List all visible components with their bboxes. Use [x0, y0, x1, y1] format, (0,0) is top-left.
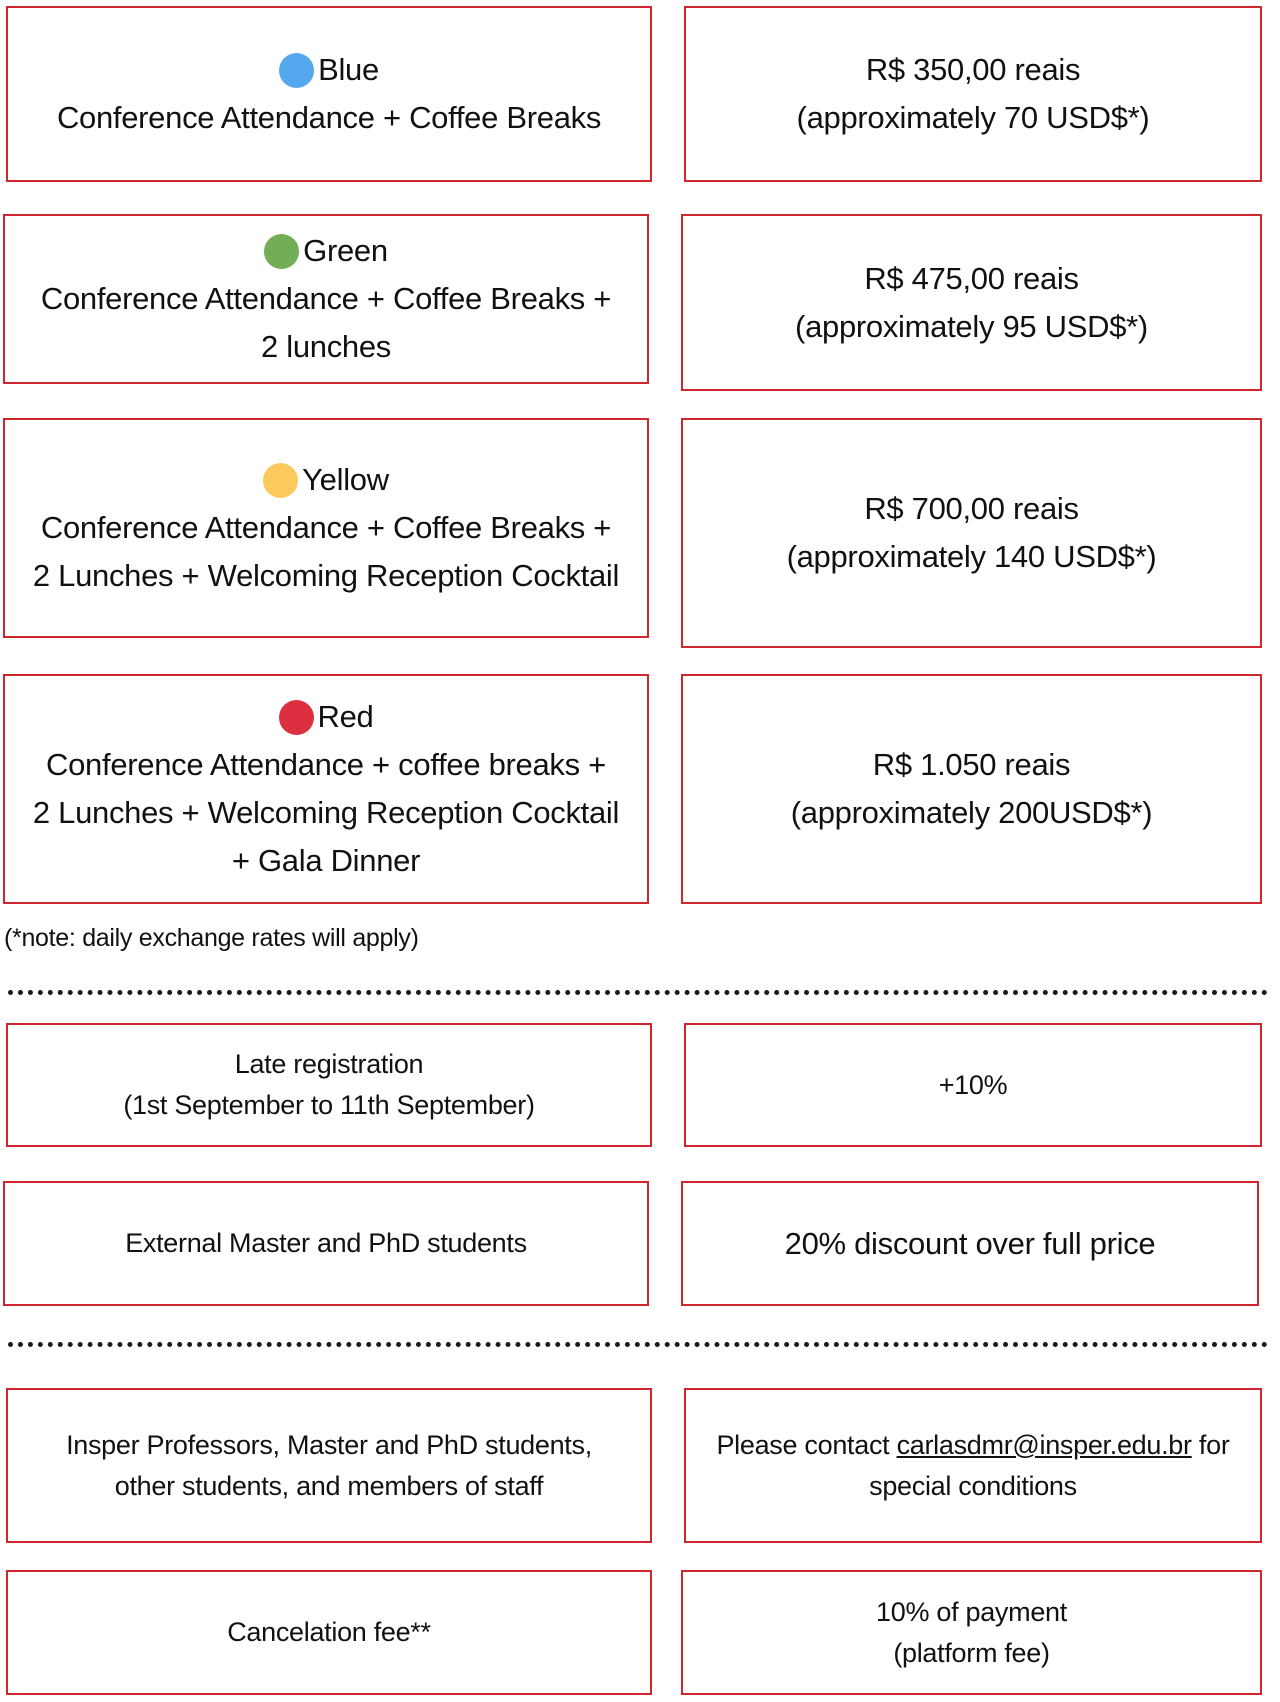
- tier-yellow-description: [3, 418, 649, 638]
- tier-yellow-name: Yellow: [302, 462, 389, 497]
- tier-red-name: Red: [317, 699, 374, 734]
- green-dot-icon: [264, 234, 299, 269]
- tier-yellow-price-brl: R$ 700,00 reais: [864, 491, 1079, 526]
- tier-blue-price-usd: (approximately 70 USD$*): [796, 100, 1150, 135]
- late-registration-value: +10%: [938, 1069, 1008, 1100]
- tier-green-price-brl: R$ 475,00 reais: [864, 260, 1079, 296]
- tier-red-includes-line2: 2 Lunches + Welcoming Reception Cocktail: [32, 795, 620, 830]
- tier-green-includes-line2: 2 lunches: [260, 329, 391, 364]
- late-registration-title: Late registration: [234, 1049, 424, 1079]
- cancelation-fee-label: [6, 1570, 652, 1695]
- dotted-divider: [8, 1342, 1268, 1347]
- tier-yellow-includes-line2: 2 Lunches + Welcoming Reception Cocktail: [32, 558, 620, 593]
- tier-blue-price-brl: R$ 350,00 reais: [865, 52, 1081, 87]
- contact-email-link[interactable]: carlasdmr@insper.edu.br: [896, 1429, 1192, 1460]
- tier-green-name: Green: [303, 233, 388, 268]
- exchange-rate-note: (*note: daily exchange rates will apply): [4, 924, 419, 952]
- insper-contact: [684, 1388, 1262, 1543]
- external-students-value: 20% discount over full price: [784, 1225, 1156, 1261]
- insper-members-label: [6, 1388, 652, 1543]
- tier-red-header: [279, 693, 374, 741]
- tier-blue-header: [279, 46, 379, 94]
- external-students-discount: [681, 1181, 1259, 1306]
- late-registration-label: [6, 1023, 652, 1147]
- tier-yellow-price: [681, 418, 1262, 648]
- cancelation-fee-value: [681, 1570, 1262, 1695]
- contact-suffix: for: [1198, 1429, 1230, 1460]
- tier-blue-price: [684, 6, 1262, 182]
- tier-blue-includes: Conference Attendance + Coffee Breaks: [56, 100, 602, 135]
- tier-yellow-price-usd: (approximately 140 USD$*): [786, 539, 1157, 574]
- tier-green-price-usd: (approximately 95 USD$*): [795, 308, 1148, 344]
- cancelation-value-line2: (platform fee): [893, 1637, 1050, 1668]
- tier-green-header: [264, 227, 388, 275]
- tier-yellow-includes-line1: Conference Attendance + Coffee Breaks +: [40, 510, 612, 545]
- yellow-dot-icon: [263, 463, 298, 498]
- late-registration-period: (1st September to 11th September): [123, 1090, 535, 1120]
- tier-green-price: [681, 214, 1262, 391]
- insper-members-line2: other students, and members of staff: [114, 1470, 544, 1501]
- tier-green-includes-line1: Conference Attendance + Coffee Breaks +: [40, 281, 612, 316]
- insper-members-line1: Insper Professors, Master and PhD students,: [66, 1429, 592, 1460]
- external-students-text: External Master and PhD students: [125, 1228, 527, 1258]
- tier-red-price: [681, 674, 1262, 904]
- tier-red-description: [3, 674, 649, 904]
- cancelation-fee-text: Cancelation fee**: [227, 1617, 431, 1647]
- tier-red-price-usd: (approximately 200USD$*): [790, 795, 1153, 830]
- late-registration-fee: [684, 1023, 1262, 1147]
- external-students-label: [3, 1181, 649, 1306]
- tier-red-includes-line1: Conference Attendance + coffee breaks +: [46, 747, 606, 782]
- insper-contact-line2: special conditions: [869, 1470, 1077, 1501]
- cancelation-value-line1: 10% of payment: [876, 1596, 1067, 1627]
- red-dot-icon: [279, 700, 314, 735]
- tier-blue-name: Blue: [318, 52, 379, 87]
- dotted-divider: [8, 990, 1268, 995]
- tier-yellow-header: [263, 456, 389, 504]
- tier-green-description: [3, 214, 649, 384]
- tier-red-includes-line3: + Gala Dinner: [231, 843, 421, 878]
- contact-prefix: Please contact: [716, 1429, 890, 1460]
- insper-contact-line1: [716, 1425, 1229, 1466]
- tier-red-price-brl: R$ 1.050 reais: [872, 747, 1071, 782]
- tier-blue-description: [6, 6, 652, 182]
- blue-dot-icon: [279, 53, 314, 88]
